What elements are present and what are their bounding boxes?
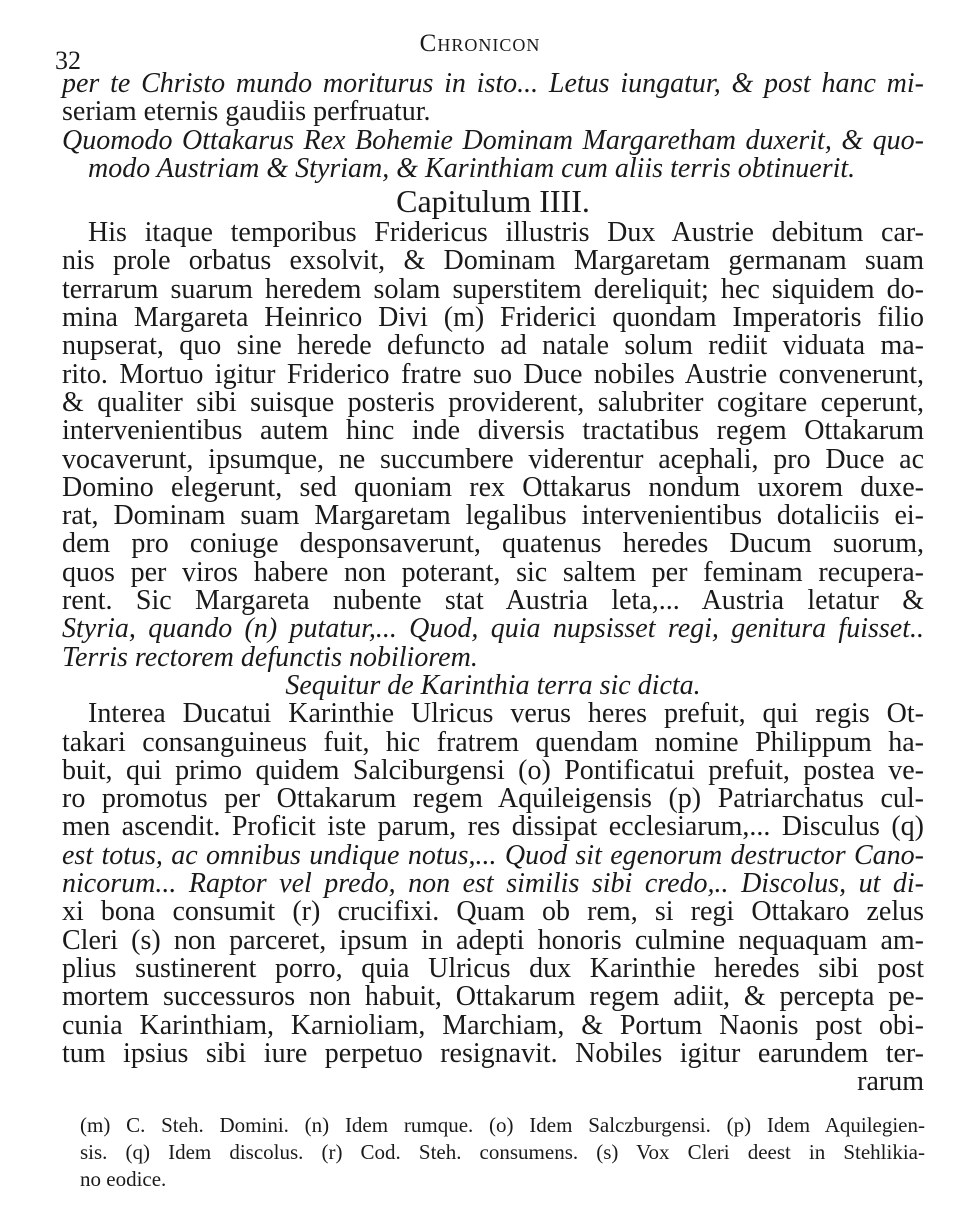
text-line: ro promotus per Ottakarum regem Aquileigensis (p) Patriarchatus cul- xyxy=(62,783,924,815)
verse-line: est totus, ac omnibus undique notus,... Quod sit egenorum destructor Cano- xyxy=(62,839,924,871)
text-line: rat, Dominam suam Margaretam legalibus intervenientibus dotaliciis ei- xyxy=(62,500,924,532)
text-line: plius sustinerent porro, quia Ulricus dux Karinthie heredes sibi post xyxy=(62,952,924,984)
text-line: seriam eternis gaudiis perfruatur. xyxy=(62,96,431,128)
verse-line: Styria, quando (n) putatur,... Quod, quia nupsisset regi, genitura fuisset.. xyxy=(62,613,924,645)
chapter-heading: Capitulum IIII. xyxy=(396,183,590,220)
text-line: & qualiter sibi suisque posteris providerent, salubriter cogitare ceperunt, xyxy=(62,386,924,418)
text-line: nupserat, quo sine herede defuncto ad natale solum rediit viduata ma- xyxy=(62,330,924,362)
text-line: tum ipsius sibi iure perpetuo resignavit. Nobiles igitur earundem ter- xyxy=(62,1037,924,1069)
verse-line: Terris rectorem defunctis nobiliorem. xyxy=(62,641,478,673)
text-line: rent. Sic Margareta nubente stat Austria leta,... Austria letatur & xyxy=(62,585,924,617)
text-line: rito. Mortuo igitur Friderico fratre suo Duce nobiles Austrie convenerunt, xyxy=(62,358,924,390)
text-line: Domino elegerunt, sed quoniam rex Ottakarus nondum uxorem duxe- xyxy=(62,471,924,503)
footnote-line: no eodice. xyxy=(80,1167,167,1191)
text-line: intervenientibus autem hinc inde diversis tractatibus regem Ottakarum xyxy=(62,415,924,447)
text-line: Cleri (s) non parceret, ipsum in adepti honoris culmine nequaquam am- xyxy=(62,924,924,956)
chapter-summary-line: Quomodo Ottakarus Rex Bohemie Dominam Margaretham duxerit, & quo- xyxy=(62,124,924,156)
text-line: terrarum suarum heredem solam superstitem dereliquit; hec siquidem do- xyxy=(62,273,924,305)
text-line: quos per viros habere non poterant, sic saltem per feminam recupera- xyxy=(62,556,924,588)
text-line: xi bona consumit (r) crucifixi. Quam ob rem, si regi Ottakaro zelus xyxy=(62,896,924,928)
text-line: cunia Karinthiam, Karnioliam, Marchiam, & Portum Naonis post obi- xyxy=(62,1009,924,1041)
text-line: men ascendit. Proficit iste parum, res dissipat ecclesiarum,... Disculus (q) xyxy=(62,811,924,843)
footnote-line: sis. (q) Idem discolus. (r) Cod. Steh. consumens. (s) Vox Cleri deest in Stehlikia- xyxy=(80,1140,925,1164)
catchword: rarum xyxy=(857,1066,924,1098)
text-line: His itaque temporibus Fridericus illustris Dux Austrie debitum car- xyxy=(88,217,924,249)
page-number: 32 xyxy=(55,46,81,75)
text-line: per te Christo mundo moriturus in isto... Letus iungatur, & post hanc mi- xyxy=(62,68,924,99)
text-line: vocaverunt, ipsumque, ne succumbere viderentur acephali, pro Duce ac xyxy=(62,443,924,475)
running-head: Chronicon xyxy=(419,30,541,57)
section-subheading: Sequitur de Karinthia terra sic dicta. xyxy=(285,669,701,701)
text-line: nis prole orbatus exsolvit, & Dominam Margaretam germanam suam xyxy=(62,245,924,277)
text-line: takari consanguineus fuit, hic fratrem quendam nomine Philippum ha- xyxy=(62,726,924,758)
verse-line: nicorum... Raptor vel predo, non est similis sibi credo,.. Discolus, ut di- xyxy=(62,868,924,900)
text-line: Interea Ducatui Karinthie Ulricus verus heres prefuit, qui regis Ot- xyxy=(88,698,924,730)
footnote-line: (m) C. Steh. Domini. (n) Idem rumque. (o) Idem Salczburgensi. (p) Idem Aquilegien- xyxy=(80,1113,925,1137)
text-line: buit, qui primo quidem Salciburgensi (o) Pontificatui prefuit, postea ve- xyxy=(62,754,924,786)
main-text xyxy=(62,70,924,1096)
chapter-summary-line: modo Austriam & Styriam, & Karinthiam cum aliis terris obtinuerit. xyxy=(88,152,856,184)
footnotes xyxy=(80,1112,925,1193)
text-line: mortem successuros non habuit, Ottakarum regem adiit, & percepta pe- xyxy=(62,981,924,1013)
text-line: dem pro coniuge desponsaverunt, quatenus heredes Ducum suorum, xyxy=(62,528,924,560)
text-line: mina Margareta Heinrico Divi (m) Friderici quondam Imperatoris filio xyxy=(62,302,924,334)
